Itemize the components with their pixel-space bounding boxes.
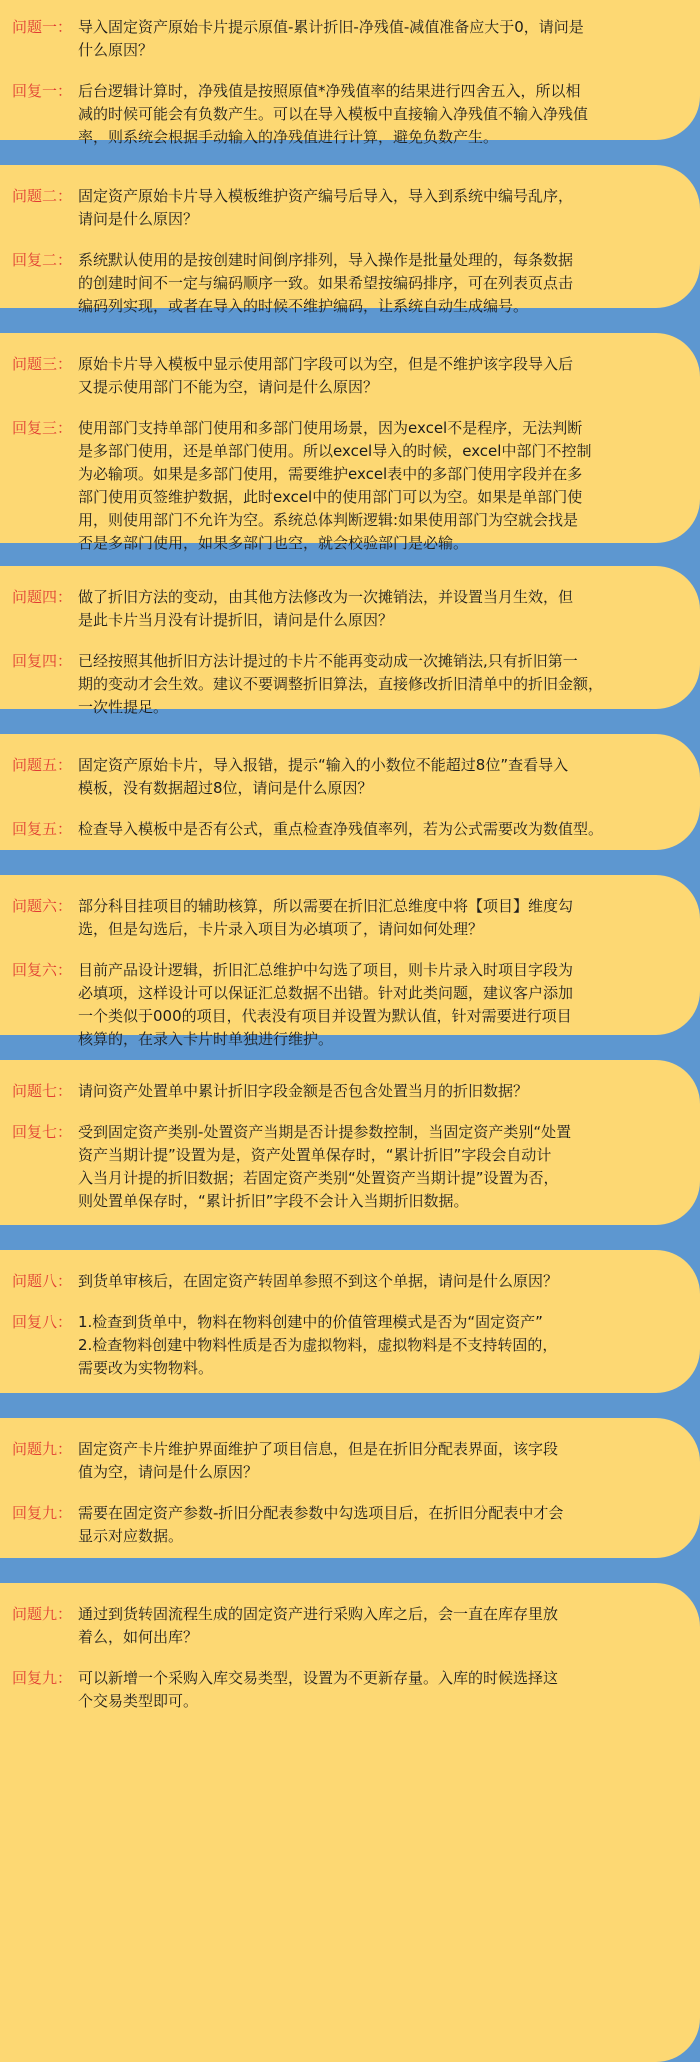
question-label: 问题五：: [12, 756, 73, 774]
qa-card-2: [0, 165, 700, 315]
answer-text: 目前产品设计逻辑，折旧汇总维护中勾选了项目，则卡片录入时项目字段为 必填项，这样设计可以保证汇总数据不出错。针对此类问题，建议客户添加 一个类似于000的项目，代表没有项目并设置为默认值，针对需要进行项目 核算的，在录入卡片时单独进行维护。: [78, 961, 574, 1048]
answer-text: 受到固定资产类别-处置资产当期是否计提参数控制，当固定资产类别“处置 资产当期计提”设置为是，资产处置单保存时，“累计折旧”字段会自动计 入当月计提的折旧数据；若固定资产类别“处置资产当期计提”设置为否， 则处置单保存时，“累计折旧”字段不会计入当期折旧数据。: [78, 1123, 572, 1210]
question-label: 问题八：: [12, 1272, 73, 1290]
question-text: 通过到货转固流程生成的固定资产进行采购入库之后，会一直在库存里放 着么，如何出库？: [78, 1605, 559, 1646]
question-text: 做了折旧方法的变动，由其他方法修改为一次摊销法，并设置当月生效，但 是此卡片当月没有计提折旧，请问是什么原因？: [78, 588, 574, 629]
question-text: 请问资产处置单中累计折旧字段金额是否包含处置当月的折旧数据？: [78, 1082, 529, 1100]
answer-row: [12, 1121, 684, 1213]
question-row: [12, 586, 684, 632]
qa-card-9: [0, 1418, 700, 1558]
answer-text: 已经按照其他折旧方法计提过的卡片不能再变动成一次摊销法,只有折旧第一 期的变动才会生效。建议不要调整折旧算法，直接修改折旧清单中的折旧金额， 一次性提足。: [78, 652, 604, 716]
question-row: [12, 1438, 684, 1484]
question-row: [12, 185, 684, 231]
answer-label: 回复一：: [12, 82, 73, 100]
answer-label: 回复三：: [12, 419, 73, 437]
answer-row: [12, 650, 684, 719]
answer-row: [12, 959, 684, 1051]
answer-row: [12, 1667, 684, 1713]
answer-text: 使用部门支持单部门使用和多部门使用场景，因为excel不是程序，无法判断 是多部门使用，还是单部门使用。所以excel导入的时候，excel中部门不控制 为必输项。如果是多部门使用，需要维护excel表中的多部门使用字段并在多 部门使用页签维护数据，此时excel中的使用部门可以为空。如果是单部门使 用，则使用部门不允许为空。系统总体判断逻辑:如果使用部门为空就会找是 否是多部门使用，如果多部门也空，就会校验部门是必输。: [78, 419, 592, 552]
question-text: 原始卡片导入模板中显示使用部门字段可以为空，但是不维护该字段导入后 又提示使用部门不能为空，请问是什么原因？: [78, 355, 574, 396]
answer-text: 检查导入模板中是否有公式，重点检查净残值率列，若为公式需要改为数值型。: [78, 820, 604, 838]
qa-card-6: [0, 875, 700, 1048]
question-row: [12, 754, 684, 800]
question-text: 固定资产原始卡片，导入报错，提示“输入的小数位不能超过8位”查看导入 模板，没有数据超过8位，请问是什么原因？: [78, 756, 569, 797]
answer-label: 回复九：: [12, 1669, 73, 1687]
answer-label: 回复八：: [12, 1313, 73, 1331]
qa-card-10: [0, 1583, 700, 2062]
qa-card-3: [0, 333, 700, 552]
answer-label: 回复七：: [12, 1123, 73, 1141]
answer-label: 回复四：: [12, 652, 73, 670]
question-label: 问题九：: [12, 1605, 73, 1623]
question-label: 问题三：: [12, 355, 73, 373]
answer-text: 1.检查到货单中，物料在物料创建中的价值管理模式是否为“固定资产” 2.检查物料创建中物料性质是否为虚拟物料，虚拟物料是不支持转固的， 需要改为实物物料。: [78, 1313, 558, 1377]
answer-label: 回复五：: [12, 820, 73, 838]
question-row: [12, 895, 684, 941]
answer-row: [12, 417, 684, 555]
qa-card-7: [0, 1060, 700, 1225]
question-row: [12, 1270, 684, 1293]
answer-label: 回复六：: [12, 961, 73, 979]
question-label: 问题七：: [12, 1082, 73, 1100]
question-label: 问题二：: [12, 187, 73, 205]
qa-card-4: [0, 566, 700, 716]
answer-row: [12, 249, 684, 318]
question-text: 固定资产原始卡片导入模板维护资产编号后导入，导入到系统中编号乱序， 请问是什么原因？: [78, 187, 574, 228]
answer-label: 回复九：: [12, 1504, 73, 1522]
answer-text: 后台逻辑计算时，净残值是按照原值*净残值率的结果进行四舍五入，所以相 减的时候可能会有负数产生。可以在导入模板中直接输入净残值不输入净残值 率，则系统会根据手动输入的净残值进行计算，避免负数产生。: [78, 82, 589, 146]
answer-row: [12, 80, 684, 149]
question-row: [12, 1080, 684, 1103]
question-text: 固定资产卡片维护界面维护了项目信息，但是在折旧分配表界面，该字段 值为空，请问是什么原因？: [78, 1440, 559, 1481]
answer-row: [12, 1311, 684, 1380]
question-row: [12, 16, 684, 62]
question-label: 问题四：: [12, 588, 73, 606]
answer-text: 需要在固定资产参数-折旧分配表参数中勾选项目后，在折旧分配表中才会 显示对应数据。: [78, 1504, 564, 1545]
answer-text: 系统默认使用的是按创建时间倒序排列，导入操作是批量处理的，每条数据 的创建时间不一定与编码顺序一致。如果希望按编码排序，可在列表页点击 编码列实现，或者在导入的时候不维护编码，让系统自动生成编号。: [78, 251, 574, 315]
question-label: 问题一：: [12, 18, 73, 36]
qa-card-5: [0, 734, 700, 850]
qa-card-1: [0, 0, 700, 146]
answer-row: [12, 1502, 684, 1548]
question-label: 问题九：: [12, 1440, 73, 1458]
question-label: 问题六：: [12, 897, 73, 915]
question-row: [12, 353, 684, 399]
question-row: [12, 1603, 684, 1649]
answer-text: 可以新增一个采购入库交易类型，设置为不更新存量。入库的时候选择这 个交易类型即可。: [78, 1669, 559, 1710]
answer-row: [12, 818, 684, 841]
question-text: 部分科目挂项目的辅助核算，所以需要在折旧汇总维度中将【项目】维度勾 选，但是勾选后，卡片录入项目为必填项了，请问如何处理？: [78, 897, 574, 938]
qa-card-8: [0, 1250, 700, 1393]
question-text: 导入固定资产原始卡片提示原值-累计折旧-净残值-减值准备应大于0，请问是 什么原因？: [78, 18, 584, 59]
answer-label: 回复二：: [12, 251, 73, 269]
question-text: 到货单审核后，在固定资产转固单参照不到这个单据，请问是什么原因？: [78, 1272, 559, 1290]
